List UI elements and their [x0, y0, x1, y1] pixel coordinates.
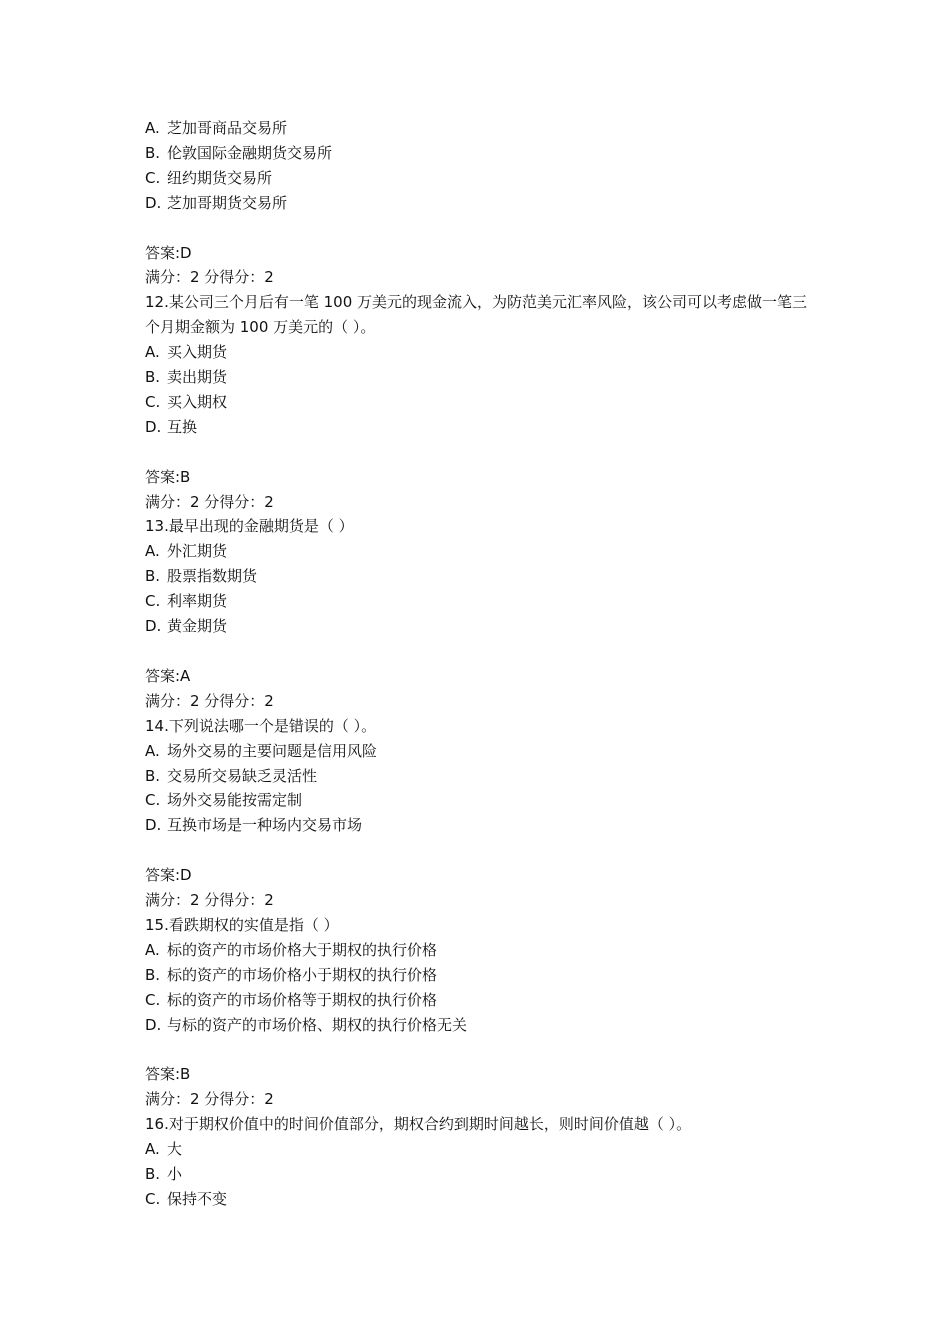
question-16 [145, 1112, 850, 1212]
option-b: B. 伦敦国际金融期货交易所 [145, 143, 333, 162]
answer-text: 答案:B [145, 1065, 191, 1084]
option-c: C. 买入期权 [145, 392, 228, 411]
option-b: B. 股票指数期货 [145, 567, 258, 586]
option-c: C. 保持不变 [145, 1189, 228, 1208]
spacer [145, 216, 850, 241]
question-12 [145, 290, 850, 514]
option-a: A. 场外交易的主要问题是信用风险 [145, 741, 378, 760]
option-b: B. 卖出期货 [145, 368, 228, 387]
question-15 [145, 913, 850, 1112]
option-d: D. 互换市场是一种场内交易市场 [145, 816, 363, 835]
answer-text: 答案:D [145, 243, 192, 262]
question-14 [145, 714, 850, 913]
option-c: C. 利率期货 [145, 592, 228, 611]
option-a: A. 标的资产的市场价格大于期权的执行价格 [145, 940, 438, 959]
option-c: C. 标的资产的市场价格等于期权的执行价格 [145, 990, 438, 1009]
question-title: 15.看跌期权的实值是指（ ） [145, 915, 339, 934]
question-title: 16.对于期权价值中的时间价值部分，期权合约到期时间越长，则时间价值越（ ）。 [145, 1115, 692, 1134]
question-title: 12.某公司三个月后有一笔 100 万美元的现金流入，为防范美元汇率风险，该公司可以考虑做一笔三个月期金额为 100 万美元的（ ）。 [145, 293, 808, 337]
question-title: 13.最早出现的金融期货是（ ） [145, 517, 354, 536]
answer-text: 答案:A [145, 666, 191, 685]
option-b: B. 小 [145, 1164, 183, 1183]
option-d: D. 芝加哥期货交易所 [145, 193, 288, 212]
score-text: 满分：2 分得分：2 [145, 891, 274, 910]
option-b: B. 交易所交易缺乏灵活性 [145, 766, 318, 785]
score-text: 满分：2 分得分：2 [145, 268, 274, 287]
option-d: D. 与标的资产的市场价格、期权的执行价格无关 [145, 1015, 468, 1034]
option-c: C. 纽约期货交易所 [145, 168, 273, 187]
answer-text: 答案:B [145, 467, 191, 486]
spacer [145, 639, 850, 664]
option-d: D. 黄金期货 [145, 617, 228, 636]
answer-text: 答案:D [145, 866, 192, 885]
spacer [145, 440, 850, 465]
score-text: 满分：2 分得分：2 [145, 691, 274, 710]
option-a: A. 大 [145, 1140, 183, 1159]
option-list [145, 116, 850, 216]
question-title: 14.下列说法哪一个是错误的（ ）。 [145, 716, 377, 735]
option-a: A. 买入期货 [145, 343, 228, 362]
spacer [145, 1037, 850, 1062]
score-text: 满分：2 分得分：2 [145, 1090, 274, 1109]
option-a: A. 芝加哥商品交易所 [145, 119, 288, 137]
option-d: D. 互换 [145, 417, 198, 436]
spacer [145, 838, 850, 863]
score-text: 满分：2 分得分：2 [145, 492, 274, 511]
option-b: B. 标的资产的市场价格小于期权的执行价格 [145, 965, 438, 984]
option-c: C. 场外交易能按需定制 [145, 791, 303, 810]
question-13 [145, 514, 850, 713]
option-a: A. 外汇期货 [145, 542, 228, 561]
